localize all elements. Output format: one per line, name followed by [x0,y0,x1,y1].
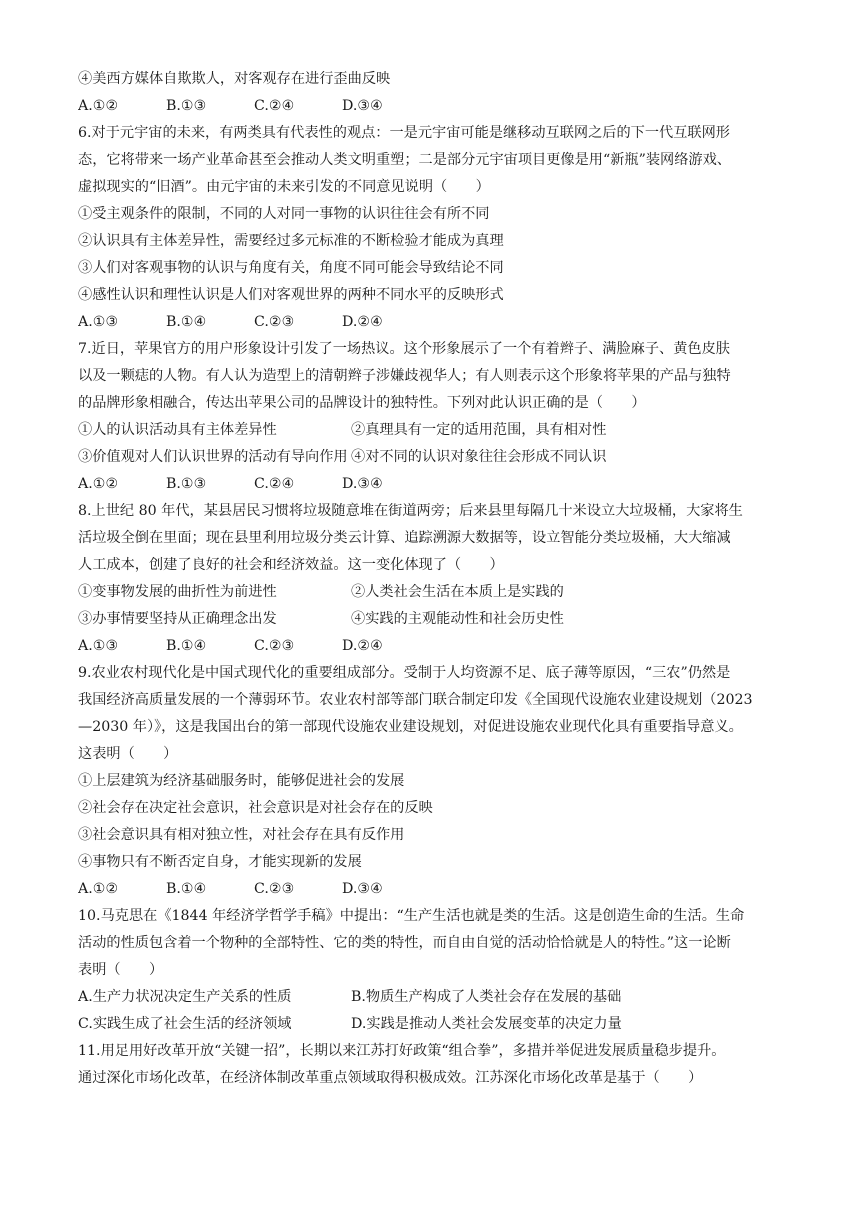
q7-options [78,471,794,498]
q9-option-c: C.②③ [254,881,295,897]
q7-stem-line-2: 以及一颗痣的人物。有人认为造型上的清朝辫子涉嫌歧视华人；有人则表示这个形象将苹果的产品与独特 [78,368,731,384]
q8-items-row-2 [78,606,794,633]
q8-stem-line-3: 人工成本，创建了良好的社会和经济效益。这一变化体现了（ ） [78,557,504,573]
q5-option-a: A.①② [78,98,119,114]
q7-item-3: ③价值观对人们认识世界的活动有导向作用 [78,449,348,465]
q6-options [78,309,794,336]
q9-item-1: ①上层建筑为经济基础服务时，能够促进社会的发展 [78,773,405,789]
q8-stem-line-2: 活垃圾全倒在里面；现在县里利用垃圾分类云计算、追踪溯源大数据等，设立智能分类垃圾桶，大大缩减 [78,530,731,546]
q6-item-1: ①受主观条件的限制，不同的人对同一事物的认识往往会有所不同 [78,206,490,222]
q7-item-4: ④对不同的认识对象往往会形成不同认识 [351,449,607,465]
q9-stem-line-2: 我国经济高质量发展的一个薄弱环节。农业农村部等部门联合制定印发《全国现代设施农业建设规划（2023 [78,692,753,708]
exam-page [78,66,794,1092]
q10-option-a: A.生产力状况决定生产关系的性质 [78,989,292,1005]
q9-item-3: ③社会意识具有相对独立性，对社会存在具有反作用 [78,827,405,843]
q8-option-c: C.②③ [254,638,295,654]
q9-stem-line-3: —2030 年）》，这是我国出台的第一部现代设施农业建设规划，对促进设施农业现代化具有重要指导意义。 [78,719,743,735]
q8-items-row-1 [78,579,794,606]
q5-option-b: B.①③ [166,98,207,114]
q10-options-row-1 [78,984,794,1011]
q10-stem-line-1: 10.马克思在《1844 年经济学哲学手稿》中提出：“生产生活也就是类的生活。这是创造生命的生活。生命 [78,908,745,924]
q11-stem-line-2: 通过深化市场化改革，在经济体制改革重点领域取得积极成效。江苏深化市场化改革是基于（ ） [78,1070,703,1086]
q10-options-row-2 [78,1011,794,1038]
q6-item-4: ④感性认识和理性认识是人们对客观世界的两种不同水平的反映形式 [78,287,504,303]
q5-item-4: ④美西方媒体自欺欺人，对客观存在进行歪曲反映 [78,71,391,87]
q9-options [78,876,794,903]
q8-option-d: D.②④ [342,638,383,654]
q7-item-1: ①人的认识活动具有主体差异性 [78,422,277,438]
q9-stem-line-4: 这表明（ ） [78,746,178,762]
q6-item-3: ③人们对客观事物的认识与角度有关，角度不同可能会导致结论不同 [78,260,504,276]
q10-stem-line-2: 活动的性质包含着一个物种的全部特性、它的类的特性，而自由自觉的活动恰恰就是人的特性。”这一论断 [78,935,731,951]
q8-item-1: ①变事物发展的曲折性为前进性 [78,584,277,600]
q9-stem-line-1: 9.农业农村现代化是中国式现代化的重要组成部分。受制于人均资源不足、底子薄等原因，“三农”仍然是 [78,665,731,681]
q8-option-a: A.①③ [78,638,119,654]
q5-options [78,93,794,120]
q6-stem-line-1: 6.对于元宇宙的未来，有两类具有代表性的观点：一是元宇宙可能是继移动互联网之后的下一代互联网形 [78,125,730,141]
q5-option-d: D.③④ [342,98,383,114]
q8-item-3: ③办事情要坚持从正确理念出发 [78,611,277,627]
q6-option-c: C.②③ [254,314,295,330]
q6-stem-line-2: 态，它将带来一场产业革命甚至会推动人类文明重塑；二是部分元宇宙项目更像是用“新瓶”装网络游戏、 [78,152,731,168]
q5-option-c: C.②④ [254,98,295,114]
q8-options [78,633,794,660]
q7-items-row-2 [78,444,794,471]
q6-item-2: ②认识具有主体差异性，需要经过多元标准的不断检验才能成为真理 [78,233,504,249]
q7-option-c: C.②④ [254,476,295,492]
q8-stem-line-1: 8.上世纪 80 年代，某县居民习惯将垃圾随意堆在街道两旁；后来县里每隔几十米设立大垃圾桶，大家将生 [78,503,743,519]
q9-item-4: ④事物只有不断否定自身，才能实现新的发展 [78,854,362,870]
q6-option-b: B.①④ [166,314,207,330]
q8-item-4: ④实践的主观能动性和社会历史性 [351,611,564,627]
q6-stem-line-3: 虚拟现实的“旧酒”。由元宇宙的未来引发的不同意见说明（ ） [78,179,490,195]
q9-item-2: ②社会存在决定社会意识，社会意识是对社会存在的反映 [78,800,433,816]
q7-option-a: A.①② [78,476,119,492]
q8-item-2: ②人类社会生活在本质上是实践的 [351,584,564,600]
q10-option-b: B.物质生产构成了人类社会存在发展的基础 [351,989,622,1005]
q10-stem-line-3: 表明（ ） [78,962,164,978]
q7-stem-line-1: 7.近日，苹果官方的用户形象设计引发了一场热议。这个形象展示了一个有着辫子、满脸麻子、黄色皮肤 [78,341,730,357]
q10-option-c: C.实践生成了社会生活的经济领域 [78,1016,292,1032]
q10-option-d: D.实践是推动人类社会发展变革的决定力量 [351,1016,622,1032]
q7-items-row-1 [78,417,794,444]
q7-option-b: B.①③ [166,476,207,492]
q11-stem-line-1: 11.用足用好改革开放“关键一招”，长期以来江苏打好政策“组合拳”，多措并举促进发展质量稳步提升。 [78,1043,726,1059]
q7-option-d: D.③④ [342,476,383,492]
q8-option-b: B.①④ [166,638,207,654]
q7-stem-line-3: 的品牌形象相融合，传达出苹果公司的品牌设计的独特性。下列对此认识正确的是（ ） [78,395,646,411]
q6-option-d: D.②④ [342,314,383,330]
q9-option-a: A.①② [78,881,119,897]
q7-item-2: ②真理具有一定的适用范围，具有相对性 [351,422,607,438]
q9-option-d: D.③④ [342,881,383,897]
q6-option-a: A.①③ [78,314,119,330]
q9-option-b: B.①④ [166,881,207,897]
